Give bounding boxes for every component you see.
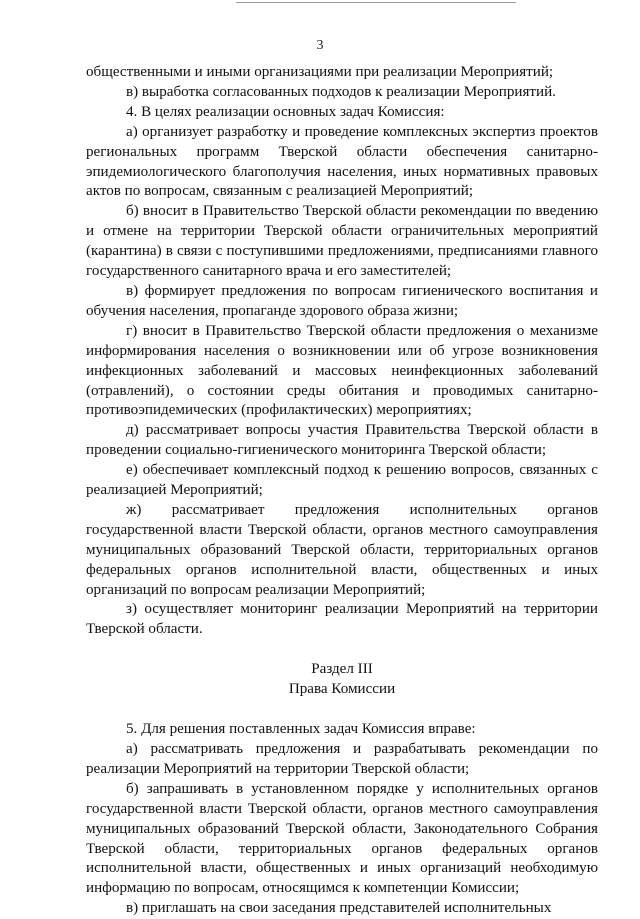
paragraph-continuation: общественными и иными организациями при реализации Мероприятий;: [86, 64, 554, 80]
page-number: 3: [316, 38, 324, 53]
section-label: Раздел III: [311, 661, 373, 678]
scan-edge-line: [236, 2, 516, 3]
paragraph-item-g: г) вносит в Правительство Тверской области предложения о механизме информирования населения о возникновении или об угрозе возникновения инфекционных заболеваний и массовых неинфекционных заболеваний (отравлений), о состоянии среды обитания и проводимых санитарно-противоэпидемических (профилактических) мероприятиях;: [86, 322, 598, 419]
paragraph-item-a: а) организует разработку и проведение комплексных экспертиз проектов региональных программ Тверской области обеспечения санитарно-эпидемиологического благополучия населения, иных нормативных правовых актов по вопросам, связанным с реализацией Мероприятий;: [86, 123, 598, 200]
paragraph-clause-5: 5. Для решения поставленных задач Комиссия вправе:: [126, 721, 476, 738]
paragraph-item-b: б) вносит в Правительство Тверской области рекомендации по введению и отмене на территории Тверской области ограничительных мероприятий (карантина) в связи с поступившими предложениями, предписаниями главного государственного санитарного врача и его заместителей;: [86, 203, 598, 280]
paragraph-clause-4: 4. В целях реализации основных задач Комиссия:: [126, 103, 445, 120]
paragraph-item-b-rights: б) запрашивать в установленном порядке у исполнительных органов государственной власти Тверской области, органов местного самоуправления муниципальных образований Тверской области, Законодательного Собрания Тверской области, территориальных органов федеральных органов исполнительной власти, общественных и иных организаций необходимую информацию по вопросам, относящимся к компетенции Комиссии;: [86, 780, 598, 897]
paragraph-item-e: е) обеспечивает комплексный подход к решению вопросов, связанных с реализацией Мероприятий;: [86, 462, 598, 499]
paragraph-item-z: з) осуществляет мониторинг реализации Мероприятий на территории Тверской области.: [86, 601, 598, 638]
paragraph-item-v: в) выработка согласованных подходов к реализации Мероприятий.: [126, 83, 556, 100]
paragraph-item-a-rights: а) рассматривать предложения и разрабатывать рекомендации по реализации Мероприятий на территории Тверской области;: [86, 741, 598, 777]
paragraph-item-v2: в) формирует предложения по вопросам гигиенического воспитания и обучения населения, пропаганде здорового образа жизни;: [86, 282, 598, 319]
paragraph-item-d: д) рассматривает вопросы участия Правительства Тверской области в проведении социально-гигиенического мониторинга Тверской области;: [86, 422, 598, 459]
paragraph-item-zh: ж) рассматривает предложения исполнительных органов государственной власти Тверской области, органов местного самоуправления муниципальных образований Тверской области, территориальных органов федеральных органов исполнительной власти, общественных и иных организаций по вопросам реализации Мероприятий;: [86, 501, 598, 598]
document-body: [86, 63, 598, 919]
spacer: [86, 700, 598, 720]
section-title: Права Комиссии: [288, 681, 396, 698]
spacer: [86, 640, 598, 660]
paragraph-item-v-rights: в) приглашать на свои заседания представителей исполнительных: [126, 900, 552, 917]
